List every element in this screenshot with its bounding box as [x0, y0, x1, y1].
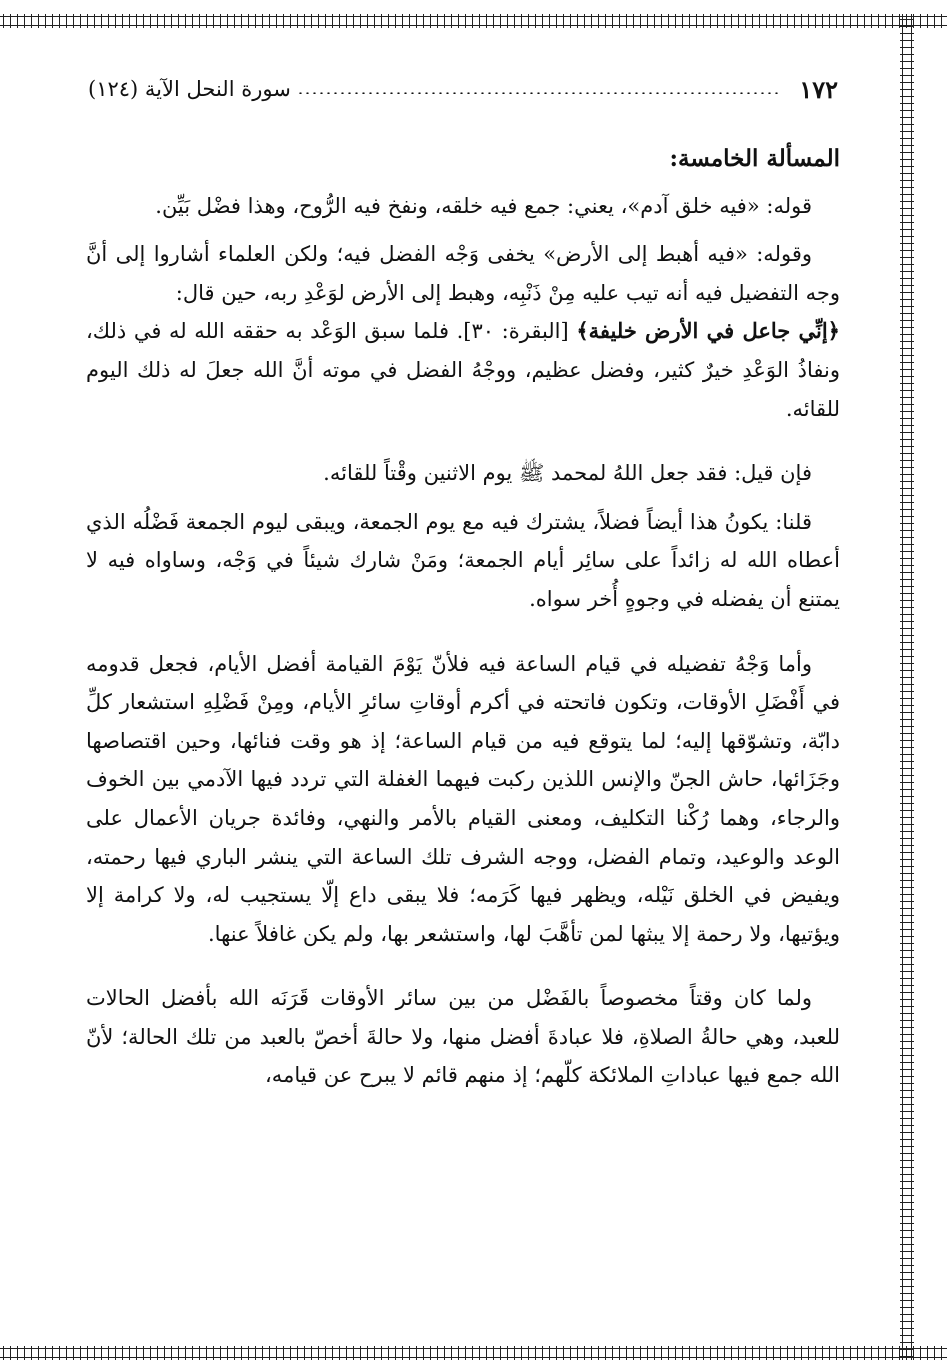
- paragraph-2-text-b: [البقرة: ٣٠]. فلما سبق الوَعْد به حققه الله له في ذلك، ونفاذُ الوَعْدِ خيرٌ كثير، وفضل عظيم، ووجْهُ الفضل في موته أنَّ الله جعلَ له ذلك اليوم للقائه.: [86, 319, 840, 421]
- bottom-ornamental-border: [0, 1346, 947, 1360]
- paragraph-1: قوله: «فيه خلق آدم»، يعني: جمع فيه خلقه، ونفخ فيه الرُّوح، وهذا فضْل بَيِّن.: [155, 193, 812, 218]
- right-ornamental-border: [900, 14, 914, 1360]
- header-dotted-leader: [297, 92, 780, 94]
- running-header: [88, 72, 838, 106]
- quran-verse: ﴿إنِّي جاعل في الأرض خليفة﴾: [576, 318, 840, 344]
- section-heading: المسألة الخامسة:: [669, 145, 840, 172]
- paragraph-3: فإن قيل: فقد جعل اللهُ لمحمد ﷺ يوم الاثنين وقْتاً للقائه.: [323, 461, 812, 486]
- top-ornamental-border: [0, 14, 947, 28]
- paragraph-2: [86, 235, 840, 428]
- paragraph-2-text-a: وقوله: «فيه أهبط إلى الأرض» يخفى وَجْه الفضل فيه؛ ولكن العلماء أشاروا إلى أنَّ وجه التفضيل فيه أنه تيب عليه مِنْ ذَنْبِه، وهبط إلى الأرض لوَعْدِ ربه، حين قال:: [86, 242, 840, 305]
- page-number: ١٧٢: [799, 74, 838, 104]
- paragraph-4: قلنا: يكونُ هذا أيضاً فضلاً، يشترك فيه مع يوم الجمعة، ويبقى ليوم الجمعة فَضْلُه الذي أعطاه الله له زائداً على سائِر أيام الجمعة؛ ومَنْ شارك شيئاً في وَجْه، وساواه فيه لا يمتنع أن يفضله في وجوهٍ أُخر سواه.: [86, 509, 840, 611]
- paragraph-6: ولما كان وقتاً مخصوصاً بالفَضْل من بين سائر الأوقات قَرَنَه الله بأفضل الحالات للعبد، وهي حالةُ الصلاةِ، فلا عبادةَ أفضل منها، ولا حالةَ أخصّ بالعبد من تلك الحالة؛ لأنّ الله جمع فيها عباداتِ الملائكة كلّهم؛ إذ منهم قائم لا يبرح عن قيامه،: [86, 986, 840, 1088]
- surah-title: سورة النحل الآية (١٢٤): [88, 77, 291, 101]
- paragraph-5: وأما وَجْهُ تفضيله في قيام الساعة فيه فلأنّ يَوْمَ القيامة أفضل الأيام، فجعل قدومه في أَفْضَلِ الأوقات، وتكون فاتحته في أكرم أوقاتِ سائرِ الأيام، ومِنْ فَضْلِهِ استشعار كلِّ دابّة، وتشوّقها إليه؛ لما يتوقع فيه من قيام الساعة؛ إذ هو وقت فنائها، وحين اقتصاصها وجَزَائها، حاش الجنّ والإنس اللذين ركبت فيهما الغفلة التي تردد فيها الآدمي بين الخوف والرجاء، وهما رُكْنا التكليف، ومعنى القيام بالأمر والنهي، وفائدة جريان الأعمال على الوعد والوعيد، وتمام الفضل، ووجه الشرف تلك الساعة التي ينشر الباري فيها رحمته، ويفيض في الخلق نَيْله، ويظهر فيها كَرَمه؛ فلا يبقى داع إلّا يستجيب له، ولا كرامة إلا ويؤتيها، ولا رحمة إلا يبثها لمن تأهَّبَ لها، واستشعر بها، ولم يكن غافلاً عنها.: [86, 651, 840, 946]
- page-body: [86, 140, 840, 1095]
